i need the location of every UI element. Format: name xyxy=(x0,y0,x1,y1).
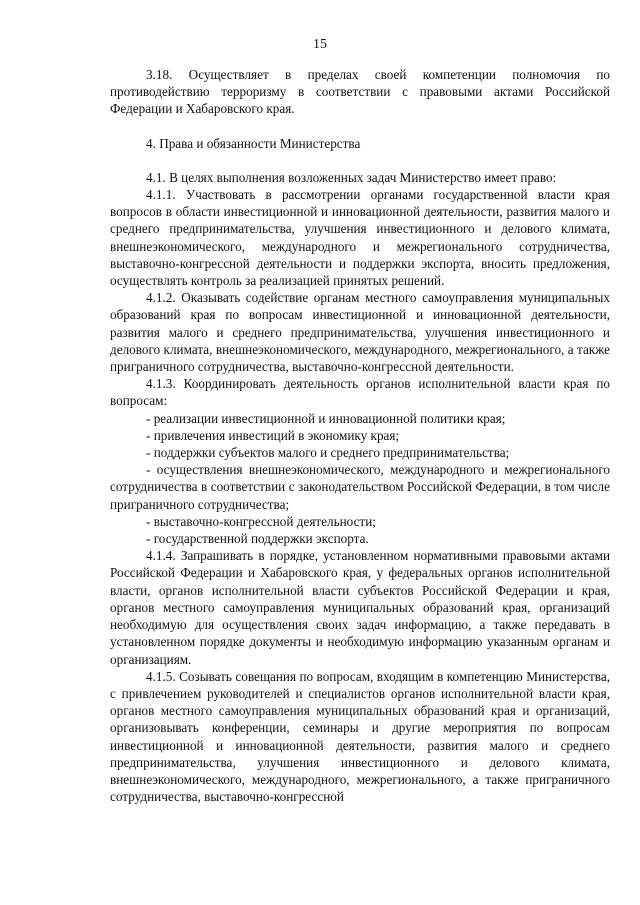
document-body xyxy=(110,66,610,805)
list-item: - выставочно-конгрессной деятельности; xyxy=(146,513,376,529)
clause-4-1-3: 4.1.3. Координировать деятельность органов исполнительной власти края по вопросам: xyxy=(110,376,610,409)
page-number: 15 xyxy=(313,37,327,52)
list-item: - поддержки субъектов малого и среднего предпринимательства; xyxy=(146,445,510,461)
clause-3-18: 3.18. Осуществляет в пределах своей компетенции полномочия по противодействию терроризму в соответствии с правовыми актами Российской Федерации и Хабаровского края. xyxy=(110,67,610,117)
list-item: - реализации инвестиционной и инновационной политики края; xyxy=(146,410,506,426)
clause-4-1-4: 4.1.4. Запрашивать в порядке, установленном нормативными правовыми актами Российской Федерации и Хабаровского края, у федеральных органов исполнительной власти, органов исполнительной власти субъектов Российской Федерации и края, органов местного самоуправления муниципальных образований края, организаций необходимую для осуществления своих задач информацию, а также передавать в установленном порядке документы и необходимую информацию указанным органам и организациям. xyxy=(110,548,610,667)
clause-4-1-1: 4.1.1. Участвовать в рассмотрении органами государственной власти края вопросов в области инвестиционной и инновационной деятельности, развития малого и среднего предпринимательства, улучшения инвестиционного и делового климата, внешнеэкономического, международного и межрегионального сотрудничества, выставочно-конгрессной деятельности и поддержки экспорта, вносить предложения, осуществлять контроль за реализацией принятых решений. xyxy=(110,187,610,289)
section-heading: 4. Права и обязанности Министерства xyxy=(146,135,361,151)
clause-4-1: 4.1. В целях выполнения возложенных задач Министерство имеет право: xyxy=(146,169,557,185)
list-item: - осуществления внешнеэкономического, международного и межрегионального сотрудничества в соответствии с законодательством Российской Федерации, в том числе приграничного сотрудничества; xyxy=(110,462,610,512)
list-item: - государственной поддержки экспорта. xyxy=(146,531,369,547)
list-item: - привлечения инвестиций в экономику края; xyxy=(146,427,400,443)
clause-4-1-5: 4.1.5. Созывать совещания по вопросам, входящим в компетенцию Министерства, с привлечением руководителей и специалистов органов исполнительной власти края, органов местного самоуправления муниципальных образований края и организаций, организовывать конференции, семинары и другие мероприятия по вопросам инвестиционной и инновационной деятельности, развития малого и среднего предпринимательства, улучшения инвестиционного и делового климата, внешнеэкономического, международного, межрегионального, а также приграничного сотрудничества, выставочно-конгрессной xyxy=(110,668,610,805)
clause-4-1-2: 4.1.2. Оказывать содействие органам местного самоуправления муниципальных образований края по вопросам инвестиционной и инновационной деятельности, развития малого и среднего предпринимательства, улучшения инвестиционного и делового климата, внешнеэкономического, международного, межрегионального, а также приграничного сотрудничества, выставочно-конгрессной деятельности. xyxy=(110,290,610,375)
